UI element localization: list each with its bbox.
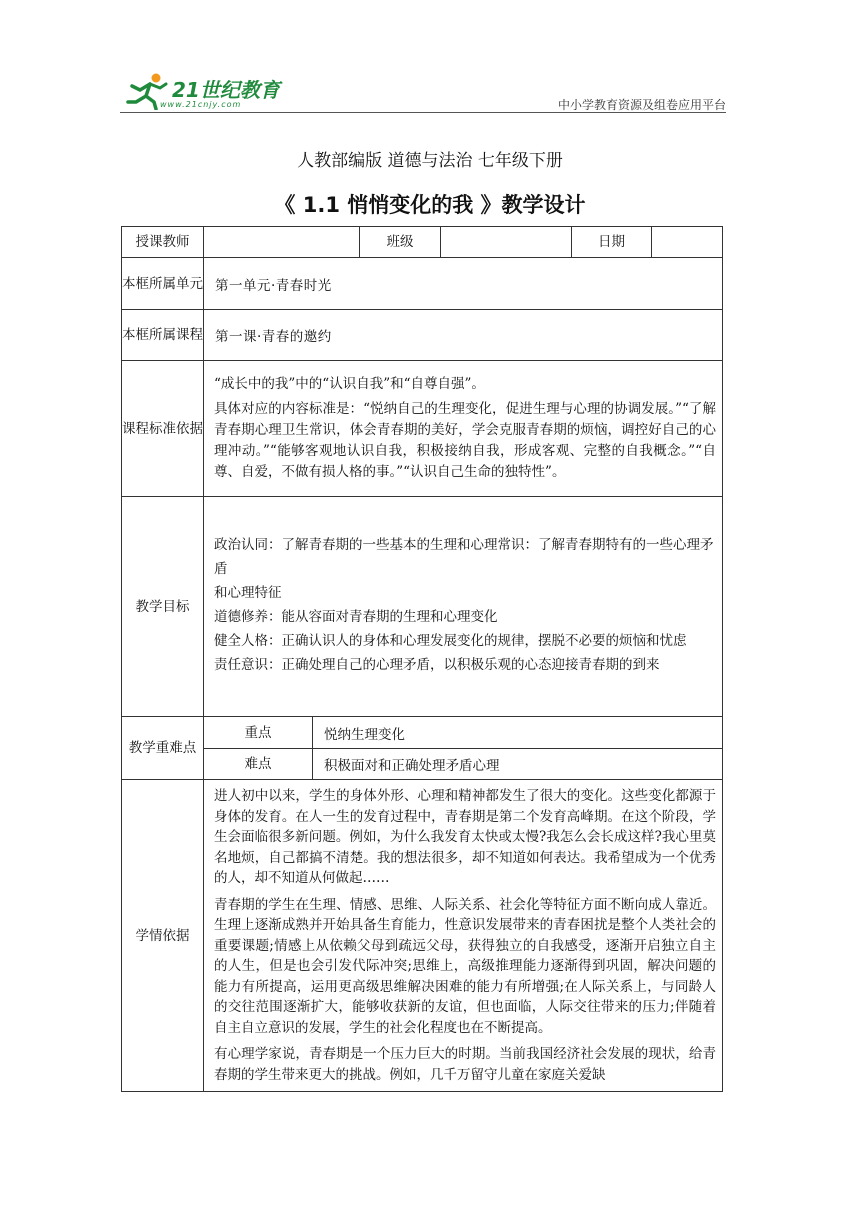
difficult-label: 难点 bbox=[204, 749, 313, 780]
analysis-paragraph: 青春期的学生在生理、情感、思维、人际关系、社会化等特征方面不断向成人靠近。生理上逐渐成熟并开始具备生育能力，性意识发展带来的青春困扰是整个人类社会的重要课题;情感上从依赖父母到疏远父母，获得独立的自我感受，逐渐开启独立自主的人生，但是也会引发代际冲突;思维上，高级推理能力逐渐得到巩固，解决问题的能力有所提高，运用更高级思维解决困难的能力有所增强;在人际关系上，与同龄人的交往范围逐渐扩大，能够收获新的友谊，但也面临，人际交往带来的压力;伴随着自主自立意识的发展，学生的社会化程度也在不断提高。 bbox=[214, 896, 716, 1036]
logo-url: www.21cnjy.com bbox=[160, 100, 242, 109]
table-row-standard bbox=[122, 361, 723, 497]
goals-label: 教学目标 bbox=[122, 497, 204, 717]
platform-name: 中小学教育资源及组卷应用平台 bbox=[557, 98, 726, 112]
course-label: 本框所属课程 bbox=[122, 310, 204, 361]
date-label: 日期 bbox=[572, 227, 652, 258]
standard-label: 课程标准依据 bbox=[122, 361, 204, 497]
standard-content bbox=[204, 361, 723, 497]
logo bbox=[120, 70, 320, 114]
goal-item: 和心理特征 bbox=[214, 584, 282, 601]
key-difficult-label: 教学重难点 bbox=[122, 717, 204, 780]
course-value: 第一课·青春的邀约 bbox=[204, 310, 723, 361]
document-title: 《 1.1 悄悄变化的我 》教学设计 bbox=[274, 193, 586, 217]
unit-label: 本框所属单元 bbox=[122, 258, 204, 310]
goal-item: 政治认同：了解青春期的一些基本的生理和心理常识：了解青春期特有的一些心理矛盾 bbox=[214, 536, 714, 577]
class-value bbox=[441, 227, 572, 258]
table-row-key-point bbox=[122, 717, 723, 749]
goal-item: 道德修养：能从容面对青春期的生理和心理变化 bbox=[214, 608, 498, 625]
document-subtitle: 人教部编版 道德与法治 七年级下册 bbox=[297, 151, 563, 171]
key-point-value: 悦纳生理变化 bbox=[313, 717, 723, 749]
lesson-plan-table bbox=[121, 226, 723, 1092]
analysis-content bbox=[204, 780, 723, 1092]
analysis-paragraph: 有心理学家说，青春期是一个压力巨大的时期。当前我国经济社会发展的现状，给青春期的学生带来更大的挑战。例如，几千万留守儿童在家庭关爱缺 bbox=[214, 1046, 716, 1083]
goal-item: 健全人格：正确认识人的身体和心理发展变化的规律，摆脱不必要的烦恼和忧虑 bbox=[214, 632, 687, 649]
analysis-label: 学情依据 bbox=[122, 780, 204, 1092]
difficult-value: 积极面对和正确处理矛盾心理 bbox=[313, 749, 723, 780]
teacher-label: 授课教师 bbox=[122, 227, 204, 258]
logo-text: 21世纪教育 bbox=[172, 78, 280, 102]
page-header bbox=[120, 70, 726, 114]
standard-paragraph: 具体对应的内容标准是：“悦纳自己的生理变化，促进生理与心理的协调发展。”“了解青春期心理卫生常识，体会青春期的美好，学会克服青春期的烦恼，调控好自己的心理冲动。”“能够客观地认识自我，积极接纳自我，形成客观、完整的自我概念。”“自尊、自爱，不做有损人格的事。”“认识自己生命的独特性”。 bbox=[214, 401, 716, 480]
table-row-goals bbox=[122, 497, 723, 717]
table-row-analysis bbox=[122, 780, 723, 1092]
table-row-unit bbox=[122, 258, 723, 310]
standard-paragraph: “成长中的我”中的“认识自我”和“自尊自强”。 bbox=[214, 376, 485, 392]
table-row-course bbox=[122, 310, 723, 361]
date-value bbox=[652, 227, 723, 258]
header-divider bbox=[120, 112, 726, 113]
goal-item: 责任意识：正确处理自己的心理矛盾，以积极乐观的心态迎接青春期的到来 bbox=[214, 656, 660, 673]
table-row-difficult bbox=[122, 749, 723, 780]
class-label: 班级 bbox=[360, 227, 441, 258]
key-point-label: 重点 bbox=[204, 717, 313, 749]
table-row-teacher bbox=[122, 227, 723, 258]
unit-value: 第一单元·青春时光 bbox=[204, 258, 723, 310]
analysis-paragraph: 进人初中以来，学生的身体外形、心理和精神都发生了很大的变化。这些变化都源于身体的发育。在人一生的发育过程中，青春期是第二个发育高峰期。在这个阶段，学生会面临很多新问题。例如，为什么我发育太快或太慢?我怎么会长成这样?我心里莫名地烦，自己都搞不清楚。我的想法很多，却不知道如何表达。我希望成为一个优秀的人，却不知道从何做起…… bbox=[214, 788, 716, 886]
teacher-value bbox=[204, 227, 360, 258]
goals-content bbox=[204, 497, 723, 717]
